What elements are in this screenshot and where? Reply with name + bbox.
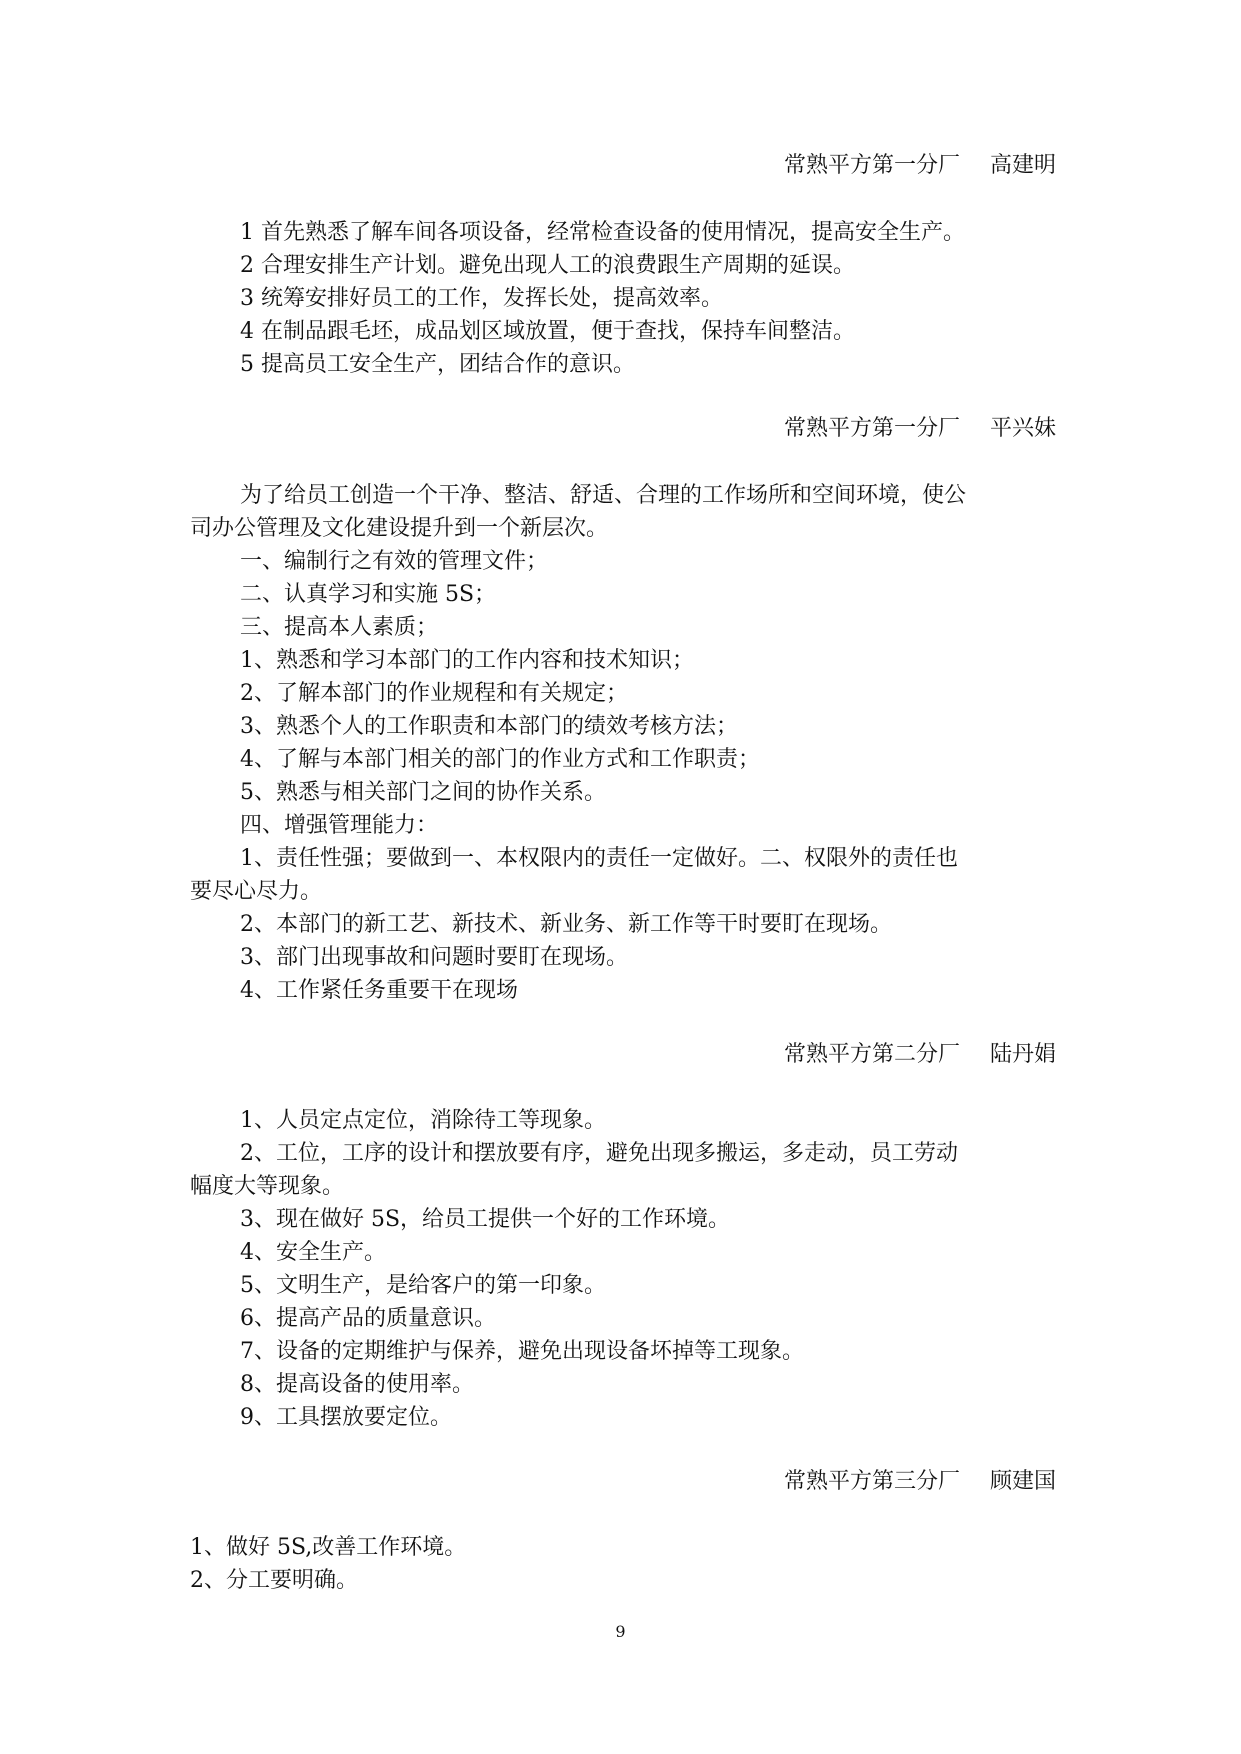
paragraph-line: 5、文明生产，是给客户的第一印象。 — [240, 1273, 606, 1298]
signature-line — [784, 1469, 1056, 1495]
paragraph-line: 幅度大等现象。 — [190, 1174, 345, 1199]
paragraph-line: 三、提高本人素质； — [240, 615, 439, 640]
paragraph-line: 1、做好 5S,改善工作环境。 — [190, 1535, 467, 1560]
paragraph-line: 4、安全生产。 — [240, 1240, 386, 1265]
paragraph-line: 7、设备的定期维护与保养，避免出现设备坏掉等工现象。 — [240, 1339, 804, 1364]
paragraph-line: 2、了解本部门的作业规程和有关规定； — [240, 681, 628, 706]
signature-name: 高建明 — [989, 153, 1056, 178]
paragraph-line: 6、提高产品的质量意识。 — [240, 1306, 496, 1331]
paragraph-line: 3、现在做好 5S，给员工提供一个好的工作环境。 — [240, 1207, 731, 1232]
paragraph-line: 1 首先熟悉了解车间各项设备，经常检查设备的使用情况，提高安全生产。 — [240, 220, 965, 245]
signature-line — [784, 153, 1056, 179]
signature-unit: 常熟平方第三分厂 — [783, 1469, 960, 1494]
paragraph-line: 4、工作紧任务重要干在现场 — [240, 978, 518, 1003]
signature-unit: 常熟平方第一分厂 — [783, 416, 960, 441]
signature-name: 平兴妹 — [989, 416, 1056, 441]
signature-line — [784, 1042, 1056, 1068]
paragraph-line: 9、工具摆放要定位。 — [240, 1405, 452, 1430]
paragraph-line: 4、了解与本部门相关的部门的作业方式和工作职责； — [240, 747, 760, 772]
paragraph-line: 司办公管理及文化建设提升到一个新层次。 — [190, 516, 609, 541]
paragraph-line: 2 合理安排生产计划。避免出现人工的浪费跟生产周期的延误。 — [240, 253, 855, 278]
paragraph-line: 一、编制行之有效的管理文件； — [240, 549, 549, 574]
paragraph-line: 要尽心尽力。 — [190, 879, 323, 904]
signature-name: 陆丹娟 — [989, 1042, 1056, 1067]
signature-unit: 常熟平方第二分厂 — [783, 1042, 960, 1067]
paragraph-line: 1、熟悉和学习本部门的工作内容和技术知识； — [240, 648, 694, 673]
paragraph-line: 3 统筹安排好员工的工作，发挥长处，提高效率。 — [240, 286, 723, 311]
paragraph-line: 为了给员工创造一个干净、整洁、舒适、合理的工作场所和空间环境，使公 — [240, 483, 967, 508]
paragraph-line: 2、工位，工序的设计和摆放要有序，避免出现多搬运，多走动，员工劳动 — [240, 1141, 958, 1166]
paragraph-line: 四、增强管理能力： — [240, 813, 439, 838]
paragraph-line: 8、提高设备的使用率。 — [240, 1372, 474, 1397]
paragraph-line: 4 在制品跟毛坯，成品划区域放置，便于查找，保持车间整洁。 — [240, 319, 855, 344]
signature-line — [784, 416, 1056, 442]
paragraph-line: 5 提高员工安全生产，团结合作的意识。 — [240, 352, 635, 377]
paragraph-line: 1、责任性强；要做到一、本权限内的责任一定做好。二、权限外的责任也 — [240, 846, 958, 871]
paragraph-line: 3、部门出现事故和问题时要盯在现场。 — [240, 945, 628, 970]
page-number: 9 — [615, 1622, 626, 1641]
paragraph-line: 1、人员定点定位，消除待工等现象。 — [240, 1108, 606, 1133]
signature-unit: 常熟平方第一分厂 — [783, 153, 960, 178]
paragraph-line: 2、本部门的新工艺、新技术、新业务、新工作等干时要盯在现场。 — [240, 912, 892, 937]
signature-name: 顾建国 — [989, 1469, 1056, 1494]
paragraph-line: 5、熟悉与相关部门之间的协作关系。 — [240, 780, 606, 805]
paragraph-line: 3、熟悉个人的工作职责和本部门的绩效考核方法； — [240, 714, 738, 739]
paragraph-line: 2、分工要明确。 — [190, 1568, 358, 1593]
paragraph-line: 二、认真学习和实施 5S； — [240, 582, 497, 607]
